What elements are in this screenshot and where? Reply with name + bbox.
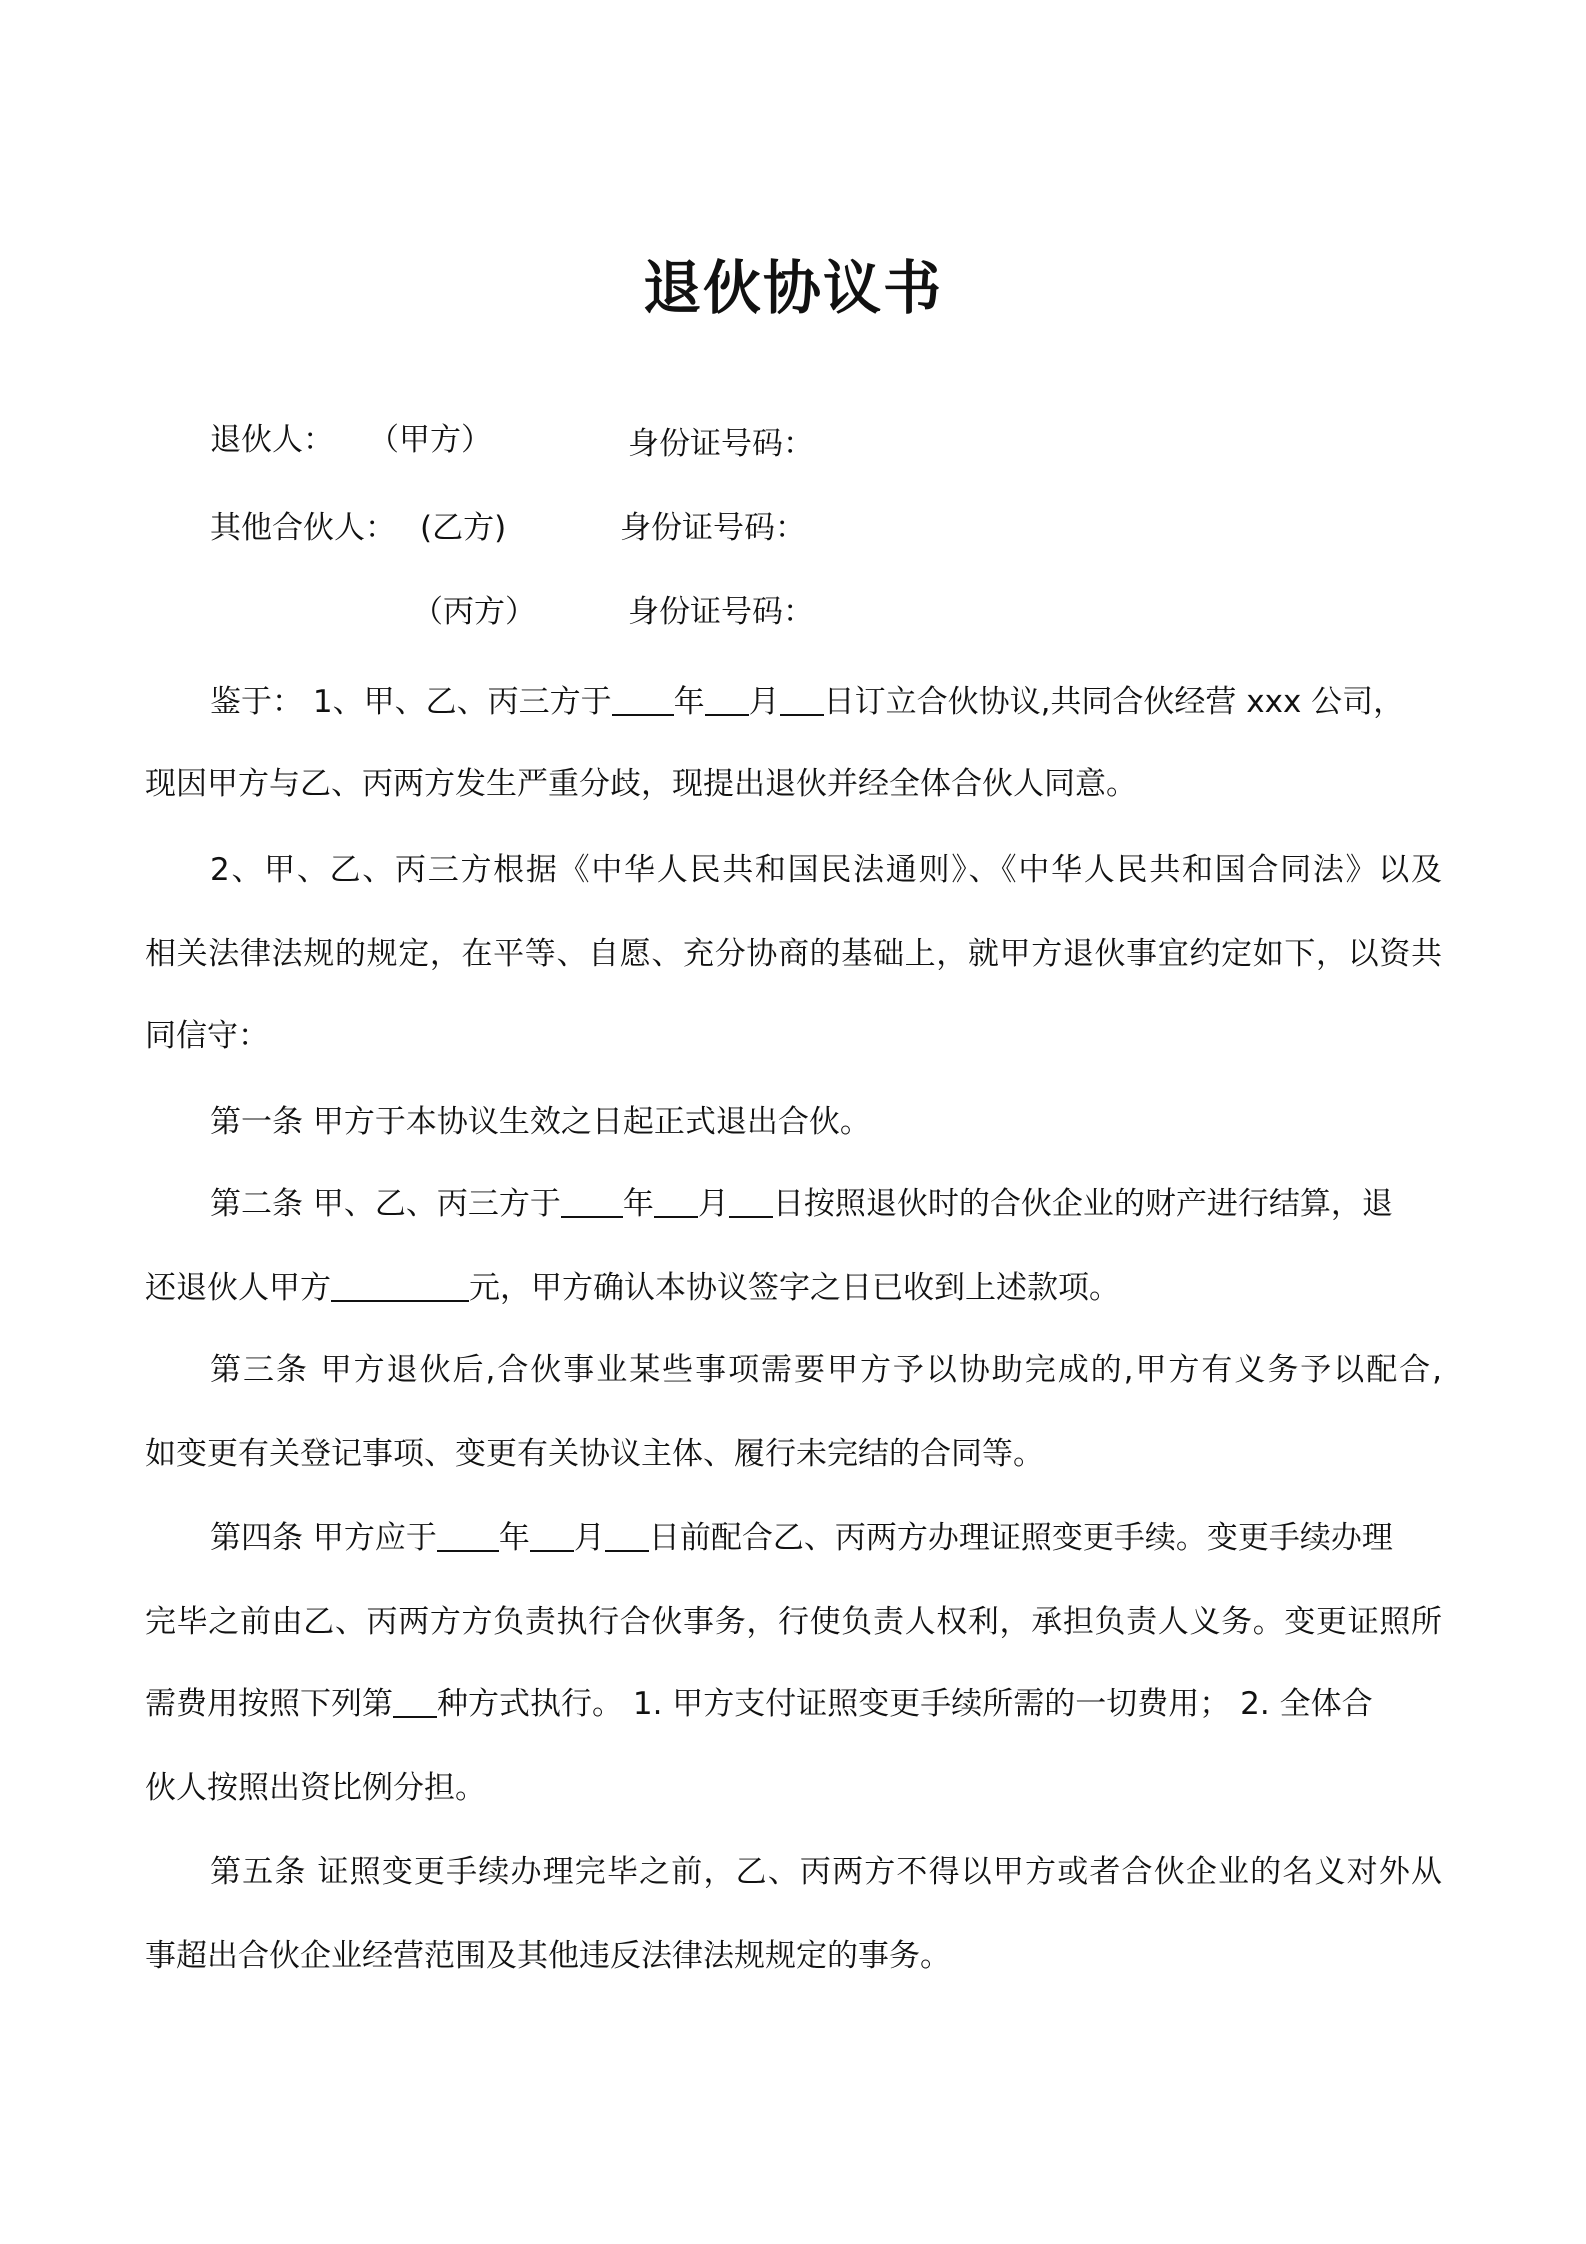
article-2-prefix: 第二条 甲、乙、丙三方于 <box>210 1186 561 1222</box>
date-blank-day[interactable] <box>729 1186 773 1218</box>
article-4-prefix: 第四条 甲方应于 <box>210 1520 437 1556</box>
article-4-line-3-prefix: 需费用按照下列第 <box>145 1686 393 1722</box>
article-1: 第一条 甲方于本协议生效之日起正式退出合伙。 <box>210 1104 871 1140</box>
date-blank-month[interactable] <box>654 1186 698 1218</box>
article-5-line-1: 第五条 证照变更手续办理完毕之前，乙、丙两方不得以甲方或者合伙企业的名义对外从 <box>210 1854 1442 1890</box>
amount-blank[interactable] <box>331 1270 469 1302</box>
recital-2-line-3: 同信守： <box>145 1018 269 1054</box>
date-blank-year[interactable] <box>561 1186 623 1218</box>
date-blank-day[interactable] <box>780 684 824 716</box>
article-2-line-2-prefix: 还退伙人甲方 <box>145 1270 331 1306</box>
option-number-blank[interactable] <box>393 1686 437 1718</box>
party-b-label: (乙方) <box>420 510 507 546</box>
recital-2-line-1: 2、甲、乙、丙三方根据《中华人民共和国民法通则》、《中华人民共和国合同法》以及 <box>210 852 1442 888</box>
article-2-line-1 <box>210 1182 1442 1226</box>
withdrawer-label: 退伙人： <box>210 422 334 458</box>
other-partners-label: 其他合伙人： <box>210 510 396 546</box>
article-4-line-4: 伙人按照出资比例分担。 <box>145 1770 486 1806</box>
id-number-label-b: 身份证号码： <box>620 510 806 546</box>
recital-1-month: 月 <box>748 684 780 720</box>
id-number-label-c: 身份证号码： <box>628 594 814 630</box>
article-4-month: 月 <box>573 1520 605 1556</box>
date-blank-year[interactable] <box>612 684 674 716</box>
article-2-line-2 <box>145 1266 1120 1310</box>
article-2-line-2-suffix: 元，甲方确认本协议签字之日已收到上述款项。 <box>469 1270 1120 1306</box>
id-number-label-a: 身份证号码： <box>628 426 814 462</box>
article-5-line-2: 事超出合伙企业经营范围及其他违反法律法规规定的事务。 <box>145 1938 951 1974</box>
date-blank-month[interactable] <box>705 684 749 716</box>
recital-2-line-2: 相关法律法规的规定，在平等、自愿、充分协商的基础上，就甲方退伙事宜约定如下，以资共 <box>145 936 1442 972</box>
party-c-label: （丙方） <box>412 594 536 630</box>
party-a-label: （甲方） <box>368 422 492 458</box>
recital-1-line-2: 现因甲方与乙、丙两方发生严重分歧，现提出退伙并经全体合伙人同意。 <box>145 766 1137 802</box>
article-4-year: 年 <box>498 1520 530 1556</box>
article-2-suffix: 日按照退伙时的合伙企业的财产进行结算，退 <box>772 1186 1393 1222</box>
date-blank-year[interactable] <box>437 1520 499 1552</box>
article-4-line-1 <box>210 1516 1442 1560</box>
date-blank-month[interactable] <box>530 1520 574 1552</box>
article-4-line-2: 完毕之前由乙、丙两方方负责执行合伙事务，行使负责人权利，承担负责人义务。变更证照所 <box>145 1604 1442 1640</box>
recital-1-prefix: 鉴于： 1、甲、乙、丙三方于 <box>210 684 612 720</box>
article-3-line-1: 第三条 甲方退伙后,合伙事业某些事项需要甲方予以协助完成的,甲方有义务予以配合, <box>210 1352 1442 1388</box>
recital-1-suffix: 日订立合伙协议,共同合伙经营 xxx 公司， <box>823 684 1405 720</box>
recital-1-line-1 <box>210 680 1442 724</box>
article-4-suffix: 日前配合乙、丙两方办理证照变更手续。变更手续办理 <box>648 1520 1393 1556</box>
article-4-line-3 <box>145 1682 1373 1726</box>
article-2-year: 年 <box>622 1186 654 1222</box>
article-4-line-3-suffix: 种方式执行。 1. 甲方支付证照变更手续所需的一切费用； 2. 全体合 <box>437 1686 1373 1722</box>
article-2-month: 月 <box>697 1186 729 1222</box>
date-blank-day[interactable] <box>605 1520 649 1552</box>
document-title: 退伙协议书 <box>642 254 943 322</box>
article-3-line-2: 如变更有关登记事项、变更有关协议主体、履行未完结的合同等。 <box>145 1436 1044 1472</box>
recital-1-year: 年 <box>673 684 705 720</box>
